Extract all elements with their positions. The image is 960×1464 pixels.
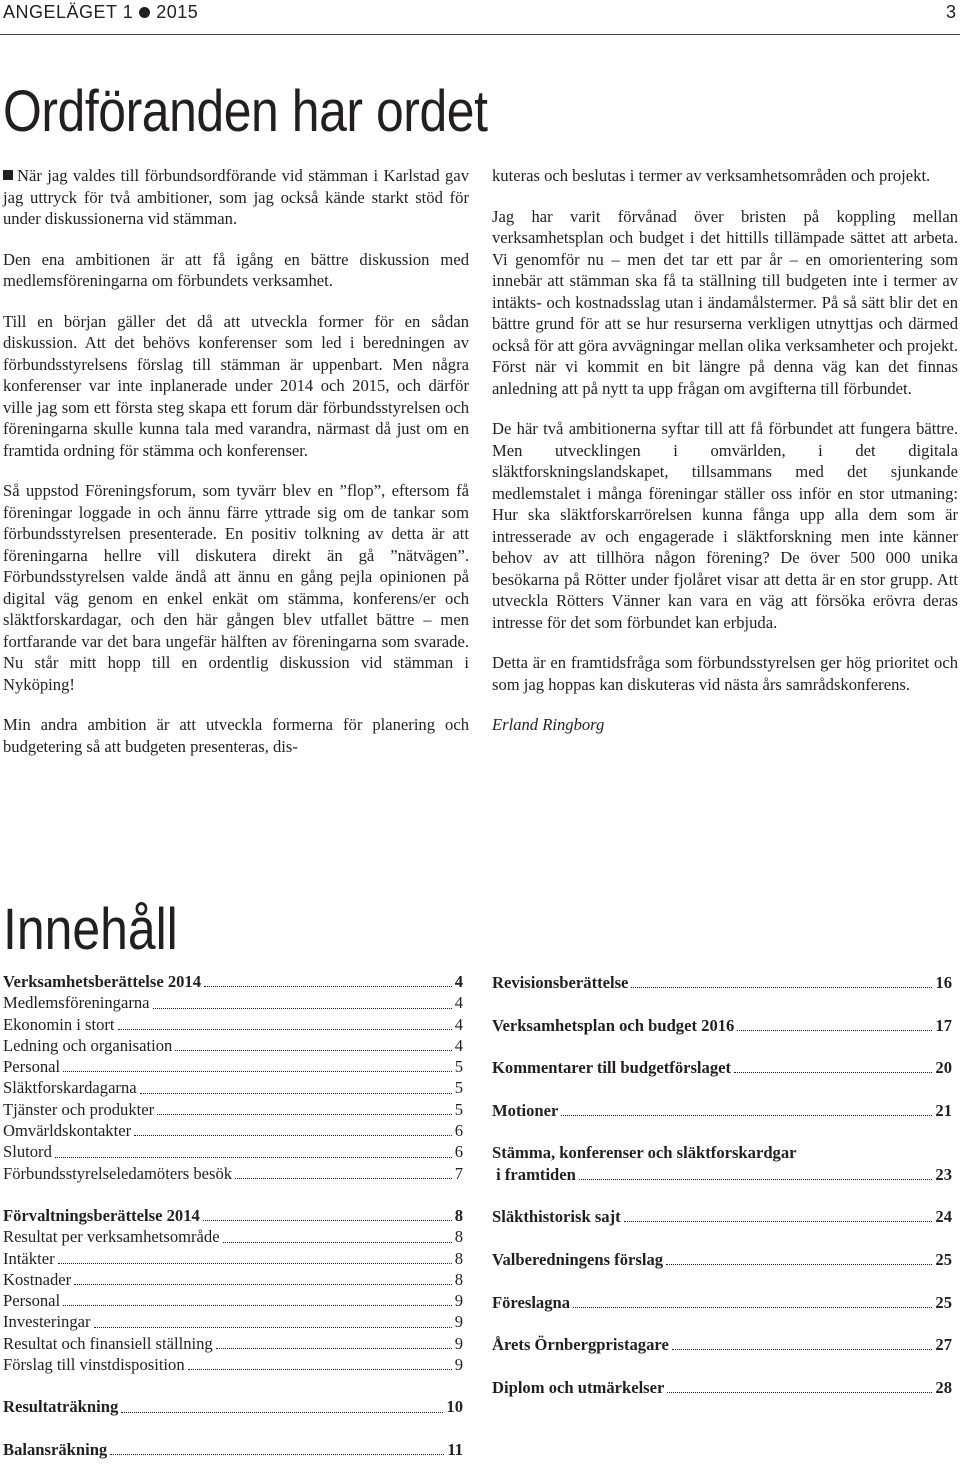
article-paragraph: När jag valdes till förbundsordförande vid stämman i Karlstad gav jag uttryck för två ambitioner, som jag också kände starkt stöd för under diskussionerna vid stämman. [3,166,469,228]
toc-leader-dots [216,1347,452,1349]
toc-entry-page: 4 [454,972,463,991]
article-paragraph: Till en början gäller det då att utveckla former för en sådan diskussion. Att det behövs konferenser som led i beredningen av förbundsstyrelsens förslag till stämman är uppenbart. Men några konferenser var inte inplanerade under 2014 och 2015, och därför ville jag som ett första steg skapa ett forum där förbundsstyrelsen och föreningarna skulle kunna tala med varandra, närmast då just om en framtida ordning för stämma och konferenser. [3,311,469,460]
toc-entry-label: Personal [3,1291,61,1311]
page-header [0,0,960,35]
toc-entry [492,1057,952,1100]
toc-entry-label: Årets Örnbergpristagare [492,1335,669,1355]
bullet-dot-icon [139,7,150,18]
toc-entry-page: 8 [454,1248,463,1268]
toc-entry-label: Tjänster och produkter [3,1099,155,1119]
article-paragraph: kuteras och beslutas i termer av verksamhetsområden och projekt. [492,166,931,185]
toc-entry-label: Diplom och utmärkelser [492,1377,665,1397]
toc-leader-dots [121,1411,443,1413]
toc-leader-dots [734,1071,932,1073]
toc-entry-label: Kommentarer till budgetförslaget [492,1058,732,1078]
toc-leader-dots [140,1092,452,1094]
toc-leader-dots [58,1262,452,1264]
toc-entry-label: i framtiden [492,1164,576,1184]
toc-leader-dots [203,1219,452,1221]
toc-entry [3,1439,463,1460]
toc-entry-page: 17 [935,1015,952,1035]
toc-title: Innehåll [3,897,178,962]
toc-right-column [492,972,952,1419]
toc-entry-page: 5 [454,1057,463,1077]
toc-entry-label: Omvärldskontakter [3,1121,132,1141]
toc-entry [3,1354,463,1375]
toc-leader-dots [573,1306,932,1308]
toc-entry [3,1141,463,1162]
toc-entry-label: Släkthistorisk sajt [492,1207,621,1227]
toc-leader-dots [667,1391,932,1393]
article-column-left [3,165,469,757]
toc-entry-label: Motioner [492,1100,559,1120]
toc-entry-label: Valberedningens förslag [492,1249,664,1269]
toc-leader-dots [110,1453,444,1455]
toc-entry-page: 9 [454,1355,463,1375]
toc-entry-label: Ekonomin i stort [3,1014,115,1034]
toc-entry [492,1292,952,1335]
toc-entry-label: Resultat och finansiell ställning [3,1333,213,1353]
toc-entry-label: Föreslagna [492,1292,571,1312]
toc-entry-page: 7 [454,1163,463,1183]
toc-entry-label: Resultaträkning [3,1397,119,1417]
toc-entry-label: Kostnader [3,1269,72,1289]
toc-leader-dots [672,1348,933,1350]
toc-leader-dots [74,1283,452,1285]
toc-entry-page: 23 [935,1164,952,1184]
toc-leader-dots [175,1049,451,1051]
toc-entry-label: Ledning och organisation [3,1035,173,1055]
toc-entry [3,1226,463,1247]
toc-entry-label: Slutord [3,1142,52,1162]
page-number: 3 [945,2,956,22]
toc-entry [492,1100,952,1143]
toc-entry-page: 25 [935,1249,952,1269]
toc-entry [492,1015,952,1058]
toc-entry-page: 6 [454,1142,463,1162]
toc-leader-dots [631,986,932,988]
toc-entry-page: 21 [935,1100,952,1120]
toc-leader-dots [55,1156,452,1158]
toc-entry [3,1056,463,1077]
toc-entry [3,1035,463,1056]
toc-leader-dots [63,1070,452,1072]
toc-entry-page: 6 [454,1121,463,1141]
toc-entry [3,1099,463,1120]
toc-entry-page: 28 [935,1377,952,1397]
toc-entry [3,1290,463,1311]
toc-entry-label: Stämma, konferenser och släktforskardgar [492,1143,797,1163]
toc-entry [3,1120,463,1141]
toc-leader-dots [579,1178,933,1180]
toc-entry-page: 9 [454,1333,463,1353]
toc-entry-page: 4 [454,993,463,1013]
article-paragraph: Detta är en framtidsfråga som förbundsstyrelsen ger hög prioritet och som jag hoppas kan diskuteras vid nästa års samrådskonferens. [492,653,958,694]
toc-leader-dots [94,1326,452,1328]
article-title: Ordföranden har ordet [3,79,488,144]
toc-entry-label: Medlemsföreningarna [3,993,150,1013]
toc-leader-dots [223,1241,452,1243]
toc-entry-page: 8 [454,1227,463,1247]
toc-left-column [3,971,463,1460]
article-paragraph: Jag har varit förvånad över bristen på koppling mellan verksamhetsplan och budget i det hittills tillämpade sättet att arbeta. Vi genomför nu – men det tar ett par år – en omorientering som innebär att stämman ska få ta ställning till budgeten inte i termer av intäkts- och kostnadsslag utan i ändamålstermer. På så sätt blir det en bättre grund för att se hur resurserna verkligen utnyttjas och därmed också för att göra avvägningar mellan olika verksamheter och projekt. Först när vi kommit en bit längre på denna väg kan det finnas anledning att på nytt ta upp frågan om avgifterna till förbundet. [492,206,958,398]
toc-leader-dots [134,1134,452,1136]
toc-entry [3,971,463,992]
toc-entry-page: 8 [454,1205,463,1225]
toc-entry-label: Resultat per verksamhetsområde [3,1227,220,1247]
toc-entry-page: 11 [447,1439,463,1459]
toc-entry-page: 24 [935,1207,952,1227]
toc-leader-dots [157,1113,452,1115]
toc-entry [3,1077,463,1098]
toc-entry-label: Förbundsstyrelseledamöters besök [3,1163,233,1183]
toc-entry-label: Verksamhetsberättelse 2014 [3,972,202,991]
toc-entry-label: Verksamhetsplan och budget 2016 [492,1015,735,1035]
toc-entry [3,992,463,1013]
toc-entry [492,1334,952,1377]
toc-entry-page: 4 [454,1014,463,1034]
toc-entry [3,1311,463,1332]
toc-entry-page: 5 [454,1078,463,1098]
toc-entry-label: Personal [3,1057,61,1077]
toc-entry-label: Förvaltningsberättelse 2014 [3,1205,200,1225]
section-name: ANGELÄGET 1 [3,2,134,22]
toc-entry [3,1248,463,1269]
toc-entry-label: Investeringar [3,1312,91,1332]
toc-leader-dots [63,1304,452,1306]
square-bullet-icon [3,170,13,180]
toc-entry [3,1333,463,1354]
toc-entry-label: Intäkter [3,1248,55,1268]
toc-entry [492,1164,952,1185]
toc-entry [492,1142,952,1206]
toc-leader-dots [666,1263,932,1265]
toc-entry-page: 9 [454,1312,463,1332]
toc-entry-page: 16 [935,973,952,992]
toc-entry [492,1249,952,1292]
toc-entry-page: 9 [454,1291,463,1311]
toc-leader-dots [204,985,452,987]
toc-entry-page: 10 [446,1397,463,1417]
toc-leader-dots [188,1368,452,1370]
toc-entry-label: Revisionsberättelse [492,973,629,992]
article-paragraph: Den ena ambitionen är att få igång en bättre diskussion med medlemsföreningarna om förbundets verksamhet. [3,249,469,290]
article-paragraph: De här två ambitionerna syftar till att få förbundet att fungera bättre. Men utvecklingen i omvärlden, i det digitala släktforskningslandskapet, tillsammans med det sjunkande medlemstalet i många föreningar ställer oss inför en stor utmaning: Hur ska släktforskarrörelsen kunna fånga upp alla dem som är intresserade av och engagerade i släktforskning men inte känner behov av att tillhöra någon förening? De över 500 000 unika besökarna på Rötter under fjolåret visar att detta är en stor grupp. Att utveckla Rötters Vänner kan vara en väg att försöka erövra deras intresse för det som förbundet kan erbjuda. [492,419,958,632]
toc-entry [492,1206,952,1249]
toc-entry [3,1014,463,1035]
toc-entry [3,1163,463,1184]
toc-entry-page: 4 [454,1035,463,1055]
article-paragraph: Min andra ambition är att utveckla formerna för planering och budgetering så att budgeten presenteras, dis- [3,715,469,756]
toc-entry-label: Balansräkning [3,1439,108,1459]
toc-leader-dots [118,1028,452,1030]
toc-entry-page: 25 [935,1292,952,1312]
article-column-right [492,165,958,736]
toc-entry-page: 8 [454,1269,463,1289]
toc-leader-dots [235,1177,452,1179]
toc-entry [3,1396,463,1417]
toc-entry [492,972,952,1015]
running-head [3,2,198,23]
issue-year: 2015 [156,2,199,22]
toc-entry-page: 20 [935,1058,952,1078]
toc-entry-label: Förslag till vinstdisposition [3,1355,185,1375]
toc-leader-dots [561,1114,932,1116]
toc-entry [3,1205,463,1226]
toc-leader-dots [153,1007,452,1009]
toc-entry [3,1269,463,1290]
toc-entry-page: 27 [935,1335,952,1355]
article-paragraph: Så uppstod Föreningsforum, som tyvärr blev en ”flop”, eftersom få föreningar loggade in och ännu färre yttrade sig om de tankar som förbundsstyrelsen presenterade. En positiv tolkning av detta är att föreningarna hellre vill diskutera direkt än gå ”nätvägen”. Förbundsstyrelsen valde ändå att ännu en gång pejla opinionen på digital väg genom en enkel enkät om stämma, konferens/er och släktforskardagar, och den här gången blev utfallet bättre – men fortfarande var det bara ungefär hälften av föreningarna som svarade. Nu står mitt hopp till en ordentlig diskussion vid stämman i Nyköping! [3,481,469,694]
toc-leader-dots [624,1220,933,1222]
signature: Erland Ringborg [492,715,605,734]
toc-entry-label: Släktforskardagarna [3,1078,137,1098]
toc-entry [492,1377,952,1420]
toc-entry-page: 5 [454,1099,463,1119]
toc-leader-dots [737,1029,932,1031]
